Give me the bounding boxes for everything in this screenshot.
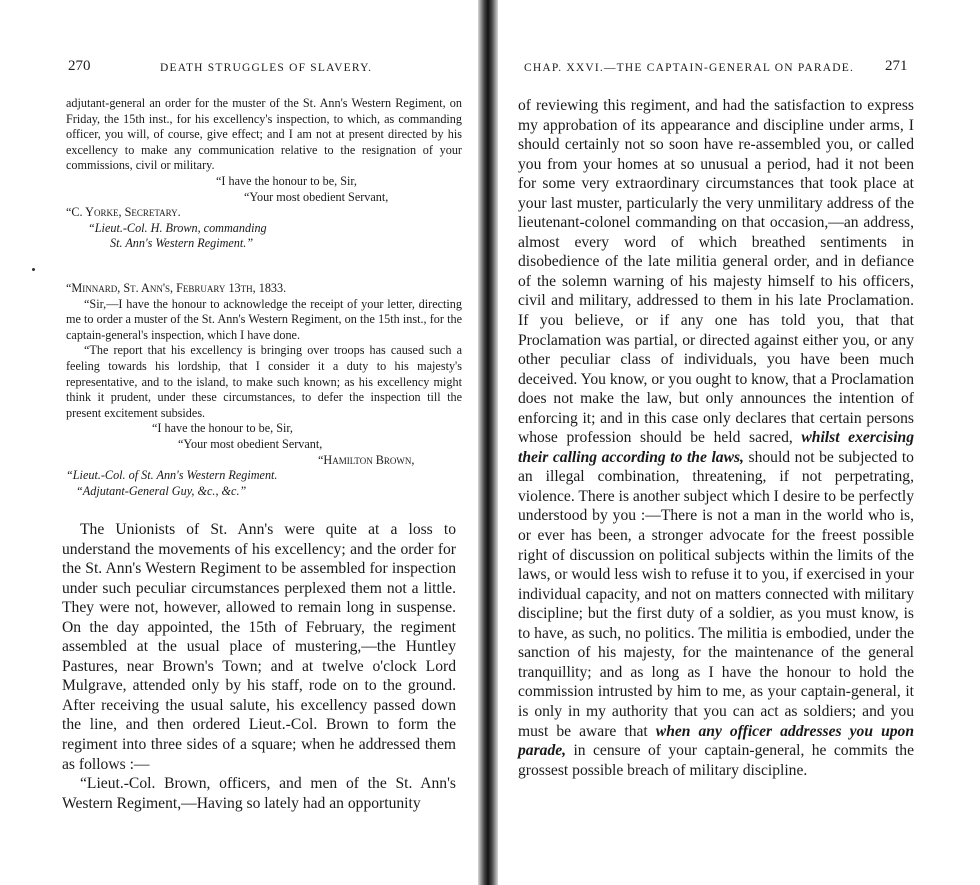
- letter-signature: “C. Yorke, Secretary.: [66, 205, 181, 220]
- letter-dateline: “Minnard, St. Ann's, February 13th, 1833.: [66, 281, 287, 295]
- running-head: DEATH STRUGGLES OF SLAVERY.: [160, 62, 373, 74]
- letter-addressee: “Lieut.-Col. H. Brown, commanding: [88, 220, 267, 235]
- text-run: of reviewing this regiment, and had the satisfaction to express my approbation of its appearance and discipline under arms, I should certainly not so soon have re-assembled you, or called you from your homes at so unusual a period, had it not been for some very extraordinary circumstances that took place at your last muster, particularly the very unmilitary address of the lieutenant-colonel commanding on that occasion,—an address, almost every word of which breathed sentiments in disobedience of the late militia general order, and in defiance of the solemn warning of his majesty himself to his officers, civil and military, addressed to them in his late Proclamation. If you believe, or if any one has told you, that that Proclamation was partial, or directed against either you, or any other peculiar class of individuals, you have been much deceived. You know, or you ought to know, that a Proclamation does not make the law, but only announces the intention of enforcing it; and in this case only declares that certain persons whose profession should be held sacred,: [518, 97, 914, 447]
- letter-paragraph: “The report that his excellency is bringing over troops has caused such a feeling towards his lordship, that I consider it a duty to his majesty's representative, and to the island, to make such known; as his excellency might think it prudent, under these circumstances, to defer the inspection till the present excitement subsides.: [66, 343, 462, 420]
- book-gutter: [478, 0, 498, 885]
- page-number: 270: [68, 58, 91, 74]
- emphasis: whilst exercising their calling according to the laws,: [518, 429, 914, 466]
- paragraph: [518, 96, 914, 780]
- left-page: [0, 0, 478, 885]
- letter-addressee: “Adjutant-General Guy, &c., &c.”: [76, 483, 247, 498]
- letter-brown: [66, 281, 462, 499]
- letter-addressee: St. Ann's Western Regiment.”: [110, 236, 254, 251]
- paragraph: The Unionists of St. Ann's were quite at a loss to understand the movements of his excellency; and the order for the St. Ann's Western Regiment to be assembled for inspection under such peculiar circumstances perplexed them not a little. They were not, however, allowed to remain long in suspense. On the day appointed, the 15th of February, the regiment assembled at the usual place of mustering,—the Huntley Pastures, near Brown's Town; and at twelve o'clock Lord Mulgrave, attended only by his staff, rode on to the ground. After receiving the usual salute, his excellency passed down the line, and then ordered Lieut.-Col. Brown to form the regiment into three sides of a square; when he addressed them as follows :—: [62, 521, 456, 773]
- letter-closing: “Your most obedient Servant,: [244, 189, 389, 204]
- letter-closing: “I have the honour to be, Sir,: [216, 173, 357, 188]
- main-text: [62, 520, 456, 813]
- letter-signature: “Hamilton Brown,: [318, 452, 415, 467]
- letter-signature-title: “Lieut.-Col. of St. Ann's Western Regiment.: [66, 468, 278, 483]
- right-page: [498, 0, 980, 885]
- letter-closing: “Your most obedient Servant,: [178, 436, 323, 451]
- emphasis: when any officer addresses you upon parade,: [518, 722, 915, 760]
- text-run: should not be subjected to an illegal combination, threatening, if not perpetrating, violence. There is another subject which I desire to be perfectly understood by you :—There is not a man in the world who is, or ever has been, a stronger advocate for the freest possible right of discussion on political subjects within the limits of the laws, or would less wish to refuse it to you, if exercised in your individual capacity, and not on matters connected with military discipline; but the first duty of a soldier, as you must know, is to have, as such, no politics. The militia is embodied, under the sanction of his majesty, for the maintenance of the general tranquillity; and as long as I have the honour to hold the commission intrusted by him to me, as your captain-general, it is only in my authority that you can act as soldiers; and you must be aware that: [518, 448, 914, 740]
- running-head: CHAP. XXVI.—THE CAPTAIN-GENERAL ON PARADE.: [524, 62, 855, 74]
- page-number: 271: [885, 58, 908, 74]
- letter-body: adjutant-general an order for the muster of the St. Ann's Western Regiment, on Friday, the 15th inst., for his excellency's inspection, to which, as commanding officer, you will, of course, give effect; and I am not at present directed by his excellency to make any communication relative to the resignation of your commissions, civil or military.: [66, 96, 462, 173]
- letter-secretary: [66, 96, 462, 252]
- paragraph: “Lieut.-Col. Brown, officers, and men of the St. Ann's Western Regiment,—Having so lately had an opportunity: [62, 775, 456, 812]
- main-text: [518, 96, 914, 780]
- text-run: in censure of your captain-general, he commits the grossest possible breach of military discipline.: [518, 742, 914, 779]
- letter-paragraph: “Sir,—I have the honour to acknowledge the receipt of your letter, directing me to order a muster of the St. Ann's Western Regiment, on the 15th inst., for the captain-general's inspection, which I have done.: [66, 296, 462, 342]
- letter-closing: “I have the honour to be, Sir,: [152, 421, 293, 436]
- speck: [32, 268, 35, 271]
